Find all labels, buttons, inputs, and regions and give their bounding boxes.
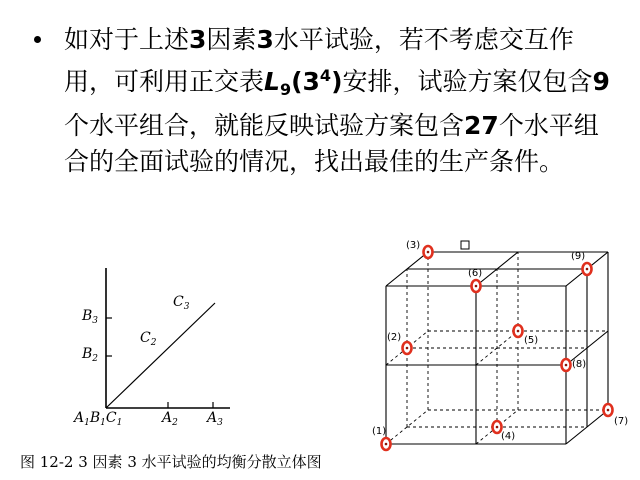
label-c2: $C_2$ xyxy=(140,330,157,348)
cube-point-label: (7) xyxy=(614,416,629,427)
cube-point-center xyxy=(385,443,388,446)
cube-point-label: (9) xyxy=(571,251,586,262)
cube-point-label: (3) xyxy=(406,240,421,251)
cube-point-center xyxy=(427,251,430,254)
text-segment: 3 xyxy=(256,25,274,54)
label-a2: $A_2$ xyxy=(162,410,178,428)
text-segment: 水平试验，若不考虑交互作用，可利用正交表 xyxy=(64,25,574,96)
left-axes-diagram xyxy=(72,268,230,428)
text-segment: 9 xyxy=(279,80,292,99)
cube-point-center xyxy=(586,268,589,271)
text-segment: ) xyxy=(331,67,343,96)
bullet-dot-icon xyxy=(34,36,41,43)
cube-point-center xyxy=(475,285,478,288)
label-origin: $A_1B_1C_1$ xyxy=(74,410,123,428)
text-segment: (3 xyxy=(291,67,320,96)
cube-grid xyxy=(386,252,608,444)
cube-point-label: (8) xyxy=(572,359,587,370)
text-segment: 因素 xyxy=(206,25,257,54)
cube-point-label: (1) xyxy=(372,426,387,437)
c-diagonal-line xyxy=(106,303,215,408)
square-marker-icon xyxy=(461,241,469,249)
cube-point-center xyxy=(565,364,568,367)
label-c3: $C_3$ xyxy=(173,294,190,312)
cube-point-center xyxy=(406,347,409,350)
label-a3: $A_3$ xyxy=(207,410,223,428)
text-segment: 如对于上述 xyxy=(64,25,190,54)
text-segment: 9 xyxy=(592,67,610,96)
cube-point-center xyxy=(517,330,520,333)
text-segment: 个水平组合的全面试验的情况，找出最佳的生产条件。 xyxy=(64,111,599,176)
text-segment: 4 xyxy=(319,66,332,85)
slide-paragraph xyxy=(64,22,614,180)
text-segment: 27 xyxy=(464,111,499,140)
text-segment: 3 xyxy=(189,25,207,54)
cube-point-label: (2) xyxy=(387,332,402,343)
cube-point-center xyxy=(607,409,610,412)
label-b3: $B_3$ xyxy=(82,308,99,326)
cube-point-label: (5) xyxy=(524,335,539,346)
text-segment: 个水平组合，就能反映试验方案包含 xyxy=(64,111,465,140)
figure-caption: 图 12-2 3 因素 3 水平试验的均衡分散立体图 xyxy=(20,453,322,471)
figure-12-2 xyxy=(20,238,629,480)
cube-point-center xyxy=(496,426,499,429)
figure-drawing xyxy=(20,238,629,450)
cube-point-label: (4) xyxy=(501,431,516,442)
cube-point-label: (6) xyxy=(468,268,483,279)
text-segment: L xyxy=(264,67,280,96)
text-segment: 安排，试验方案仅包含 xyxy=(342,67,593,96)
label-b2: $B_2$ xyxy=(82,346,99,364)
slide-text-block xyxy=(34,22,614,180)
